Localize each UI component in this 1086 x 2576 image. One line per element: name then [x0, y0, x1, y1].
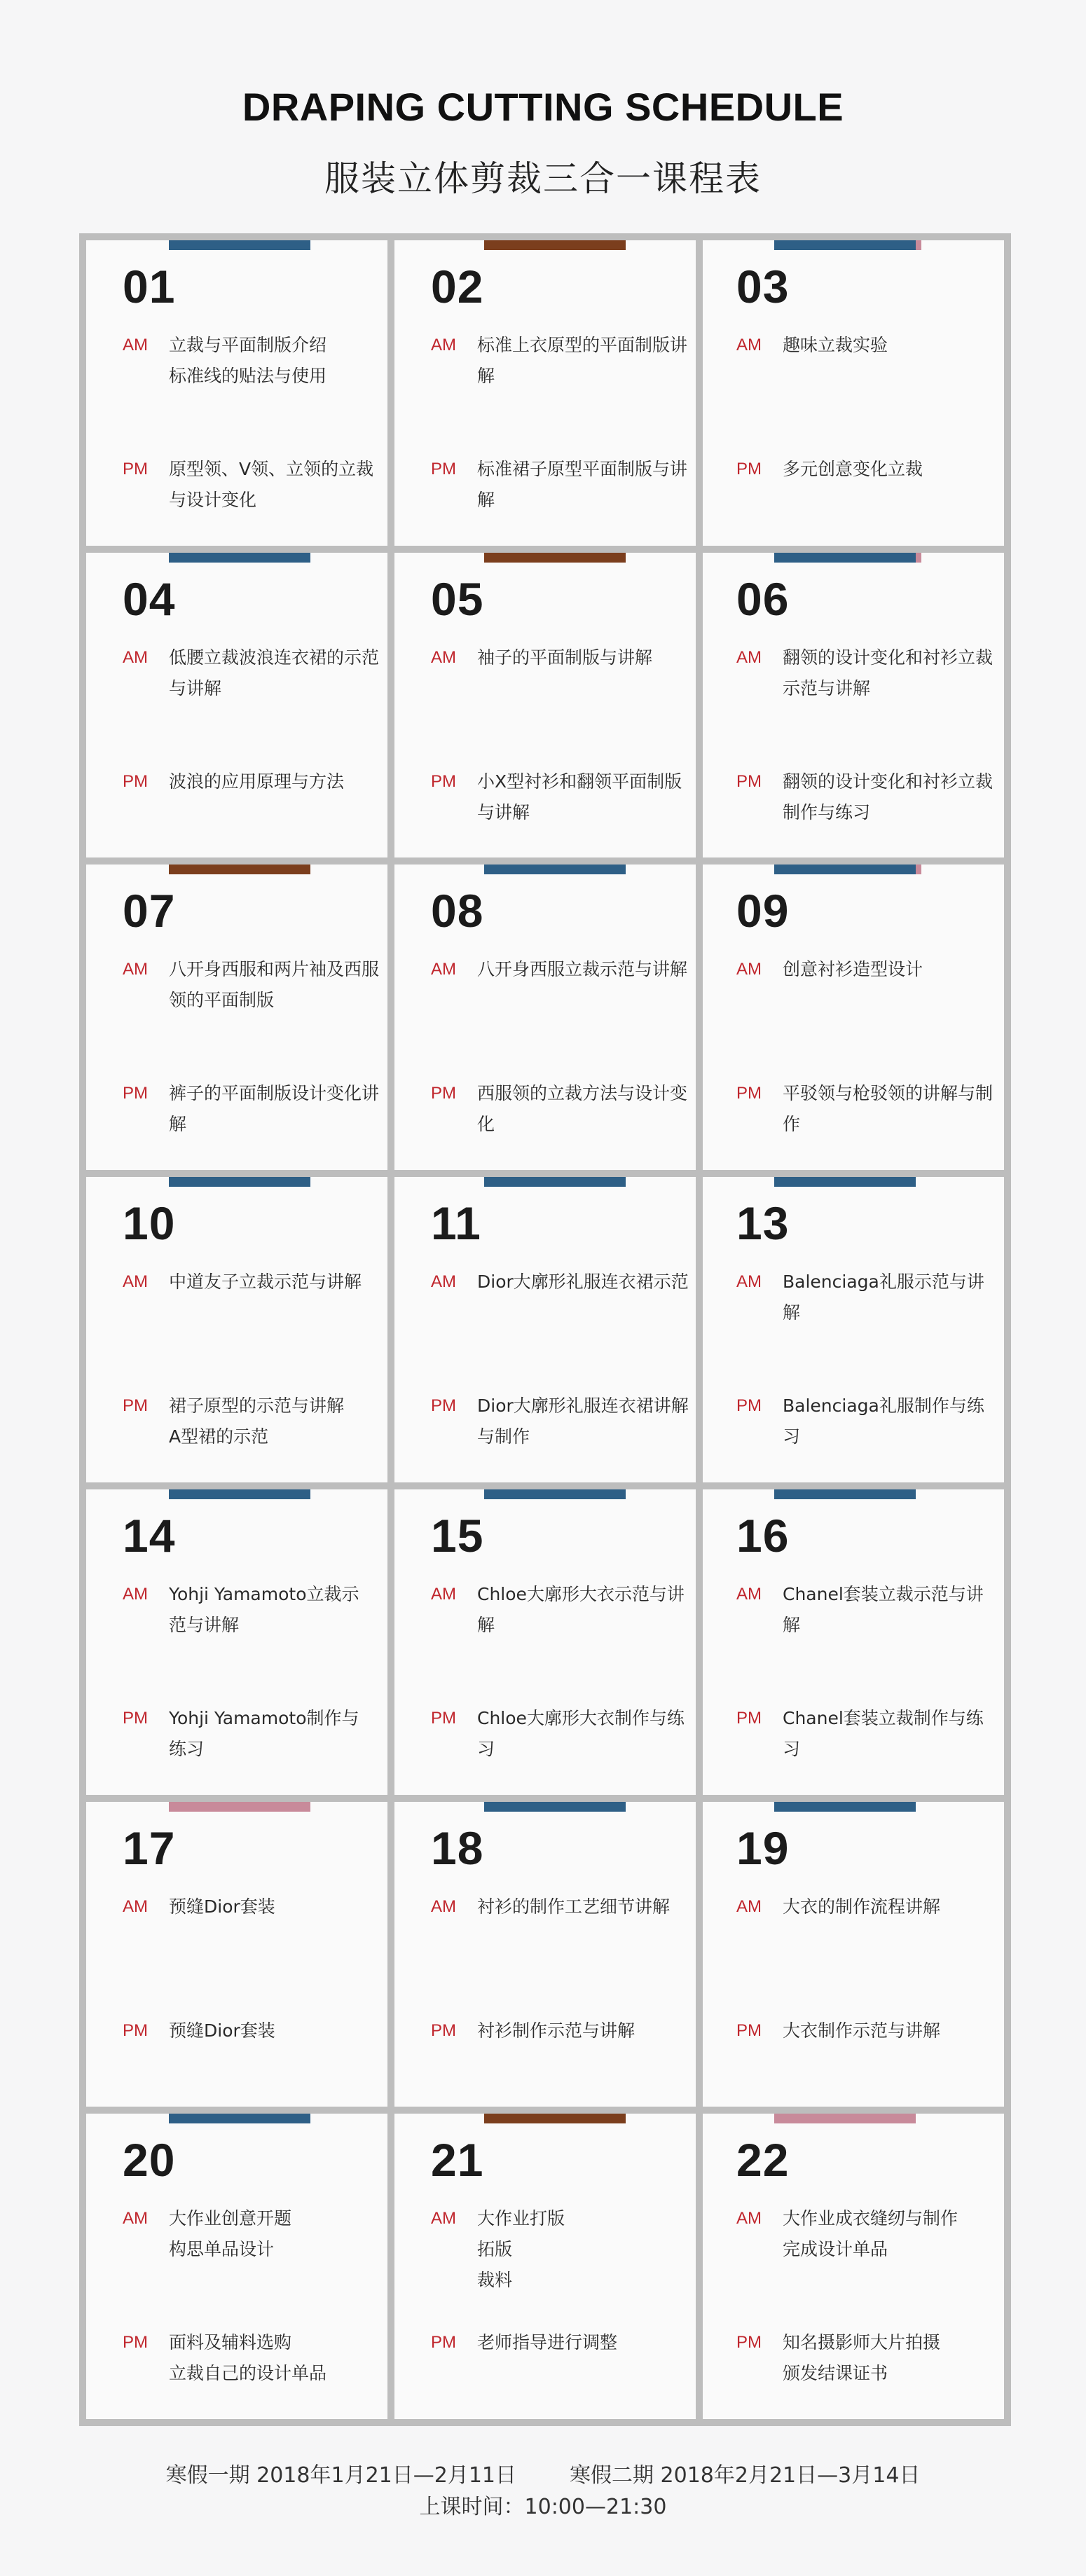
am-label: AM: [431, 2209, 456, 2229]
am-session: [123, 1579, 380, 1641]
pm-label: PM: [123, 1084, 148, 1103]
am-session: [431, 954, 689, 985]
pm-content: 原型领、V领、立领的立裁 与设计变化: [169, 459, 374, 510]
day-number: 05: [431, 572, 484, 625]
am-content: 翻领的设计变化和衬衫立裁 示范与讲解: [783, 647, 994, 698]
am-session: [123, 2203, 380, 2265]
pm-label: PM: [123, 771, 148, 791]
accent-bar: [484, 1489, 626, 1499]
am-content: Chanel套装立裁示范与讲 解: [783, 1583, 984, 1635]
am-label: AM: [736, 960, 762, 979]
day-card: [703, 1802, 1004, 2107]
pm-session: [431, 1391, 689, 1452]
pm-label: PM: [431, 460, 456, 478]
pm-content: Chanel套装立裁制作与练 习: [783, 1707, 984, 1759]
day-number: 22: [736, 2134, 790, 2186]
pm-content: Balenciaga礼服制作与练 习: [783, 1396, 984, 1447]
class-time: 上课时间：10:00—21:30: [419, 2495, 667, 2519]
pm-session: [431, 2016, 689, 2046]
pm-session: [736, 1703, 997, 1765]
pm-content: Yohji Yamamoto制作与 练习: [169, 1707, 359, 1759]
accent-bar: [169, 1177, 310, 1187]
accent-bar: [169, 240, 310, 250]
am-label: AM: [431, 1896, 456, 1916]
am-session: [736, 1579, 997, 1641]
day-number: 08: [431, 885, 484, 937]
pm-content: 西服领的立裁方法与设计变 化: [477, 1083, 688, 1135]
accent-bar: [774, 1802, 916, 1812]
day-card: [86, 240, 387, 546]
pm-content: 裙子原型的示范与讲解 A型裙的示范: [169, 1396, 345, 1447]
am-session: [123, 954, 380, 1016]
am-label: AM: [431, 1584, 456, 1604]
accent-bar: [774, 1177, 916, 1187]
pm-label: PM: [736, 2333, 762, 2353]
accent-bar: [774, 240, 916, 250]
pm-label: PM: [123, 460, 148, 478]
day-number: 10: [123, 1197, 176, 1250]
day-number: 17: [123, 1821, 176, 1874]
pm-session: [123, 1703, 380, 1765]
day-card: [86, 865, 387, 1170]
accent-bar: [484, 240, 626, 250]
accent-bar: [484, 865, 626, 874]
am-content: 趣味立裁实验: [783, 335, 888, 355]
pm-label: PM: [736, 1708, 762, 1728]
day-number: 09: [736, 885, 790, 937]
am-content: 八开身西服立裁示范与讲解: [477, 959, 688, 980]
day-card: [394, 865, 696, 1170]
am-label: AM: [123, 647, 148, 667]
pm-session: [736, 454, 997, 485]
pm-label: PM: [123, 1396, 148, 1416]
day-number: 14: [123, 1509, 176, 1562]
am-label: AM: [123, 1272, 148, 1292]
day-number: 11: [431, 1197, 481, 1250]
title-english: DRAPING CUTTING SCHEDULE: [242, 85, 844, 129]
am-label: AM: [736, 1896, 762, 1916]
day-card: [703, 865, 1004, 1170]
am-label: AM: [123, 2209, 148, 2229]
am-content: 大衣的制作流程讲解: [783, 1896, 941, 1917]
accent-bar: [484, 2114, 626, 2123]
accent-bar: [484, 1802, 626, 1812]
am-content: 大作业成衣缝纫与制作 完成设计单品: [783, 2208, 958, 2260]
am-session: [736, 954, 997, 985]
am-label: AM: [431, 1272, 456, 1292]
am-session: [431, 330, 689, 392]
pm-session: [431, 2327, 689, 2358]
term-1: 寒假一期 2018年1月21日—2月11日: [165, 2463, 516, 2488]
pm-session: [431, 766, 689, 828]
pm-content: 老师指导进行调整: [477, 2332, 618, 2353]
pm-content: 波浪的应用原理与方法: [169, 771, 345, 792]
day-card: [86, 553, 387, 858]
pm-label: PM: [431, 1084, 456, 1103]
day-number: 21: [431, 2134, 484, 2186]
pm-content: 预缝Dior套装: [169, 2020, 275, 2041]
am-session: [431, 2203, 689, 2296]
day-number: 13: [736, 1197, 790, 1250]
accent-bar: [169, 2114, 310, 2123]
pm-content: Chloe大廓形大衣制作与练 习: [477, 1707, 685, 1759]
pm-session: [736, 2327, 997, 2389]
am-content: Chloe大廓形大衣示范与讲 解: [477, 1583, 685, 1635]
pm-session: [123, 766, 380, 797]
accent-bar: [774, 553, 916, 563]
am-label: AM: [123, 1896, 148, 1916]
am-label: AM: [431, 647, 456, 667]
day-number: 04: [123, 572, 176, 625]
pm-session: [123, 2016, 380, 2046]
am-content: 标准上衣原型的平面制版讲 解: [477, 335, 688, 386]
pm-session: [736, 2016, 997, 2046]
pm-label: PM: [431, 771, 456, 791]
am-content: 立裁与平面制版介绍 标准线的贴法与使用: [169, 335, 327, 386]
am-content: 低腰立裁波浪连衣裙的示范 与讲解: [169, 647, 380, 698]
am-session: [431, 1267, 689, 1297]
pm-content: 大衣制作示范与讲解: [783, 2020, 941, 2041]
am-label: AM: [736, 2209, 762, 2229]
pm-content: 小X型衬衫和翻领平面制版 与讲解: [477, 771, 682, 822]
accent-bar: [774, 2114, 916, 2123]
pm-label: PM: [431, 1708, 456, 1728]
am-content: 创意衬衫造型设计: [783, 959, 923, 980]
accent-bar: [169, 1489, 310, 1499]
pm-content: 面料及辅料选购 立裁自己的设计单品: [169, 2332, 327, 2384]
am-label: AM: [123, 960, 148, 979]
pm-label: PM: [736, 1084, 762, 1103]
pm-label: PM: [123, 2020, 148, 2040]
pm-content: 知名摄影师大片拍摄 颁发结课证书: [783, 2332, 941, 2384]
day-number: 07: [123, 885, 176, 937]
am-content: 八开身西服和两片袖及西服 领的平面制版: [169, 959, 380, 1011]
pm-label: PM: [431, 1396, 456, 1416]
am-content: Yohji Yamamoto立裁示 范与讲解: [169, 1583, 359, 1635]
accent-bar: [169, 553, 310, 563]
day-card: [394, 1177, 696, 1482]
day-number: 19: [736, 1821, 790, 1874]
am-session: [123, 330, 380, 392]
pm-content: 多元创意变化立裁: [783, 459, 923, 479]
accent-bar: [774, 865, 916, 874]
pm-session: [736, 766, 997, 828]
day-card: [86, 1489, 387, 1795]
day-number: 06: [736, 572, 790, 625]
am-label: AM: [123, 1584, 148, 1604]
day-number: 18: [431, 1821, 484, 1874]
pm-session: [123, 1078, 380, 1140]
pm-content: 衬衫制作示范与讲解: [477, 2020, 635, 2041]
day-number: 01: [123, 261, 176, 312]
pm-session: [736, 1078, 997, 1140]
am-label: AM: [736, 1272, 762, 1292]
am-session: [123, 642, 380, 704]
pm-session: [736, 1391, 997, 1452]
pm-session: [431, 1703, 689, 1765]
day-card: [394, 1489, 696, 1795]
day-card: [394, 553, 696, 858]
day-card: [394, 1802, 696, 2107]
pm-label: PM: [736, 2020, 762, 2040]
am-content: Dior大廓形礼服连衣裙示范: [477, 1272, 689, 1293]
pm-content: 翻领的设计变化和衬衫立裁 制作与练习: [783, 771, 994, 822]
pm-session: [431, 1078, 689, 1140]
title-chinese: 服装立体剪裁三合一课程表: [324, 158, 762, 199]
am-session: [736, 1267, 997, 1328]
accent-bar: [484, 1177, 626, 1187]
day-card: [86, 1177, 387, 1482]
day-number: 03: [736, 261, 790, 312]
schedule-grid: [79, 233, 1011, 2426]
pm-content: 平驳领与枪驳领的讲解与制 作: [783, 1083, 994, 1135]
pm-session: [123, 1391, 380, 1452]
day-number: 16: [736, 1509, 790, 1562]
am-session: [736, 2203, 997, 2265]
am-session: [431, 642, 689, 673]
am-label: AM: [431, 336, 456, 354]
day-number: 15: [431, 1509, 484, 1562]
am-session: [736, 330, 997, 361]
footer-terms: [0, 2458, 1086, 2488]
am-session: [123, 1892, 380, 1922]
pm-content: Dior大廓形礼服连衣裙讲解 与制作: [477, 1396, 689, 1447]
pm-label: PM: [123, 1708, 148, 1728]
am-session: [431, 1579, 689, 1641]
am-session: [431, 1892, 689, 1922]
am-label: AM: [736, 1584, 762, 1604]
am-session: [123, 1267, 380, 1297]
accent-bar: [169, 1802, 310, 1812]
pm-label: PM: [736, 771, 762, 791]
pm-label: PM: [736, 1396, 762, 1416]
term-2: 寒假二期 2018年2月21日—3月14日: [570, 2463, 921, 2488]
accent-bar: [169, 865, 310, 874]
pm-session: [123, 454, 380, 516]
pm-session: [123, 2327, 380, 2389]
am-label: AM: [431, 960, 456, 979]
accent-bar: [774, 1489, 916, 1499]
day-card: [703, 2114, 1004, 2419]
day-card: [703, 553, 1004, 858]
am-content: 大作业创意开题 构思单品设计: [169, 2208, 292, 2260]
am-label: AM: [123, 336, 148, 354]
day-card: [703, 240, 1004, 546]
am-content: 大作业打版 拓版 裁料: [477, 2208, 565, 2291]
am-content: 预缝Dior套装: [169, 1896, 275, 1917]
day-card: [703, 1177, 1004, 1482]
pm-label: PM: [736, 460, 762, 478]
am-label: AM: [736, 647, 762, 667]
am-content: Balenciaga礼服示范与讲 解: [783, 1272, 984, 1323]
am-content: 中道友子立裁示范与讲解: [169, 1272, 362, 1293]
pm-content: 裤子的平面制版设计变化讲 解: [169, 1083, 380, 1135]
pm-content: 标准裙子原型平面制版与讲 解: [477, 459, 688, 510]
am-content: 衬衫的制作工艺细节讲解: [477, 1896, 671, 1917]
day-card: [86, 2114, 387, 2419]
am-content: 袖子的平面制版与讲解: [477, 647, 653, 668]
day-number: 20: [123, 2134, 176, 2186]
day-card: [394, 2114, 696, 2419]
accent-bar: [484, 553, 626, 563]
am-session: [736, 642, 997, 704]
day-card: [703, 1489, 1004, 1795]
pm-session: [431, 454, 689, 516]
pm-label: PM: [123, 2333, 148, 2353]
pm-label: PM: [431, 2333, 456, 2353]
day-card: [394, 240, 696, 546]
day-number: 02: [431, 261, 484, 312]
am-session: [736, 1892, 997, 1922]
pm-label: PM: [431, 2020, 456, 2040]
am-label: AM: [736, 336, 762, 354]
day-card: [86, 1802, 387, 2107]
